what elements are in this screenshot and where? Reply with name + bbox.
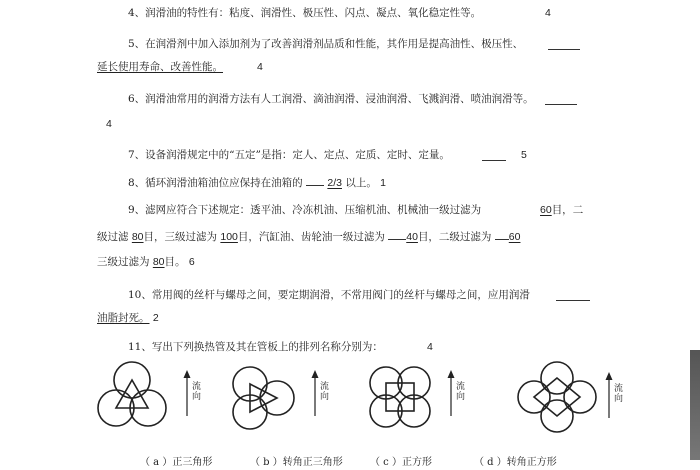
figure-rotated-square-layout	[512, 356, 602, 438]
question-9-line-3-b: 目。	[164, 256, 186, 268]
question-10-line-1	[128, 288, 530, 302]
question-4-score: 4	[545, 7, 551, 19]
question-5-text-1: 5、在润滑剂中加入添加剂为了改善润滑剂品质和性能，其作用是提高油性、极压性、	[128, 38, 524, 50]
question-7-score: 5	[521, 149, 527, 161]
question-9-line-1-end	[540, 203, 583, 217]
question-7	[128, 148, 450, 162]
figure-square-layout	[362, 360, 442, 436]
flow-label-b: 流向	[320, 382, 330, 402]
question-9-line-2	[97, 229, 520, 244]
question-6-score: 4	[106, 118, 112, 130]
caption-c: （ c ）正方形	[370, 457, 432, 468]
question-8-score: 1	[380, 177, 387, 189]
question-9-line-2-c: 目，汽缸油、齿轮油一级过滤为	[237, 231, 385, 243]
flow-arrow-b	[310, 370, 320, 418]
question-9-blank-4	[388, 229, 406, 240]
question-9-unit-1: 目，	[551, 204, 573, 216]
question-4-text: 4、润滑油的特性有：粘度、润滑性、极压性、闪点、凝点、氧化稳定性等。	[128, 7, 482, 19]
question-7-blank	[482, 150, 506, 161]
question-9-value-2: 80	[131, 231, 144, 243]
question-7-text: 7、设备润滑规定中的“五定”是指：定人、定点、定质、定时、定量。	[128, 149, 450, 161]
question-9-value-5: 60	[508, 231, 521, 243]
caption-b: （ b ）转角正三角形	[250, 457, 343, 468]
question-5-line-1	[128, 37, 523, 51]
question-9-value-1: 60	[540, 204, 552, 216]
question-9-score: 6	[188, 256, 195, 268]
caption-d: （ d ）转角正方形	[474, 457, 557, 468]
question-9-value-6: 80	[152, 256, 165, 268]
question-10-line-2	[97, 311, 159, 325]
question-8	[128, 175, 386, 190]
question-5-text-2: 延长使用寿命、改善性能。	[97, 61, 223, 73]
page-edge-shadow	[690, 350, 700, 460]
question-6-text: 6、润滑油常用的润滑方法有人工润滑、滴油润滑、浸油润滑、飞溅润滑、喷油润滑等。	[128, 93, 534, 105]
question-5-blank	[548, 39, 580, 50]
question-5-line-2	[97, 60, 223, 74]
question-9-value-3: 100	[220, 231, 238, 243]
question-8-suffix: 以上。	[345, 177, 377, 189]
question-10-text-2: 油脂封死。	[97, 312, 150, 324]
question-5-score: 4	[257, 61, 263, 73]
flow-label-d: 流向	[614, 384, 624, 404]
question-10-text-1: 10、常用阀的丝杆与螺母之间，要定期润滑，不常用阀门的丝杆与螺母之间，应用润滑	[128, 289, 530, 301]
question-9-line-1-tail: 二	[572, 204, 584, 216]
figure-rotated-triangle-layout	[225, 362, 305, 434]
flow-label-a: 流向	[192, 382, 202, 402]
question-10-score: 2	[152, 312, 159, 324]
question-11-score: 4	[427, 341, 433, 353]
question-6-blank	[545, 94, 577, 105]
question-10-blank	[556, 290, 590, 301]
question-9-line-2-a: 级过滤	[97, 231, 129, 243]
question-4	[128, 6, 481, 20]
question-8-blank	[306, 175, 324, 186]
question-9-line-2-d: 目，二级过滤为	[417, 231, 492, 243]
question-8-value: 2/3	[327, 177, 342, 189]
flow-label-c: 流向	[456, 382, 466, 402]
figure-triangle-layout	[92, 356, 172, 436]
question-9-prefix: 9、滤网应符合下述规定：透平油、冷冻机油、压缩机油、机械油一级过滤为	[128, 204, 482, 216]
question-8-prefix: 8、循环润滑油箱油位应保持在油箱的	[128, 177, 303, 189]
question-9-line-2-b: 目，三级过滤为	[143, 231, 218, 243]
flow-arrow-a	[182, 370, 192, 418]
question-9-line-1	[128, 203, 481, 217]
question-11-text: 11、写出下列换热管及其在管板上的排列名称分别为：	[128, 341, 383, 353]
question-9-blank-5	[495, 229, 509, 240]
question-9-line-3-a: 三级过滤为	[97, 256, 150, 268]
flow-arrow-c	[446, 370, 456, 418]
question-6	[128, 92, 534, 106]
caption-a: （ a ）正三角形	[140, 457, 213, 468]
flow-arrow-d	[604, 372, 614, 420]
question-9-line-3	[97, 255, 195, 269]
question-11	[128, 340, 383, 354]
question-9-value-4: 40	[406, 231, 418, 243]
